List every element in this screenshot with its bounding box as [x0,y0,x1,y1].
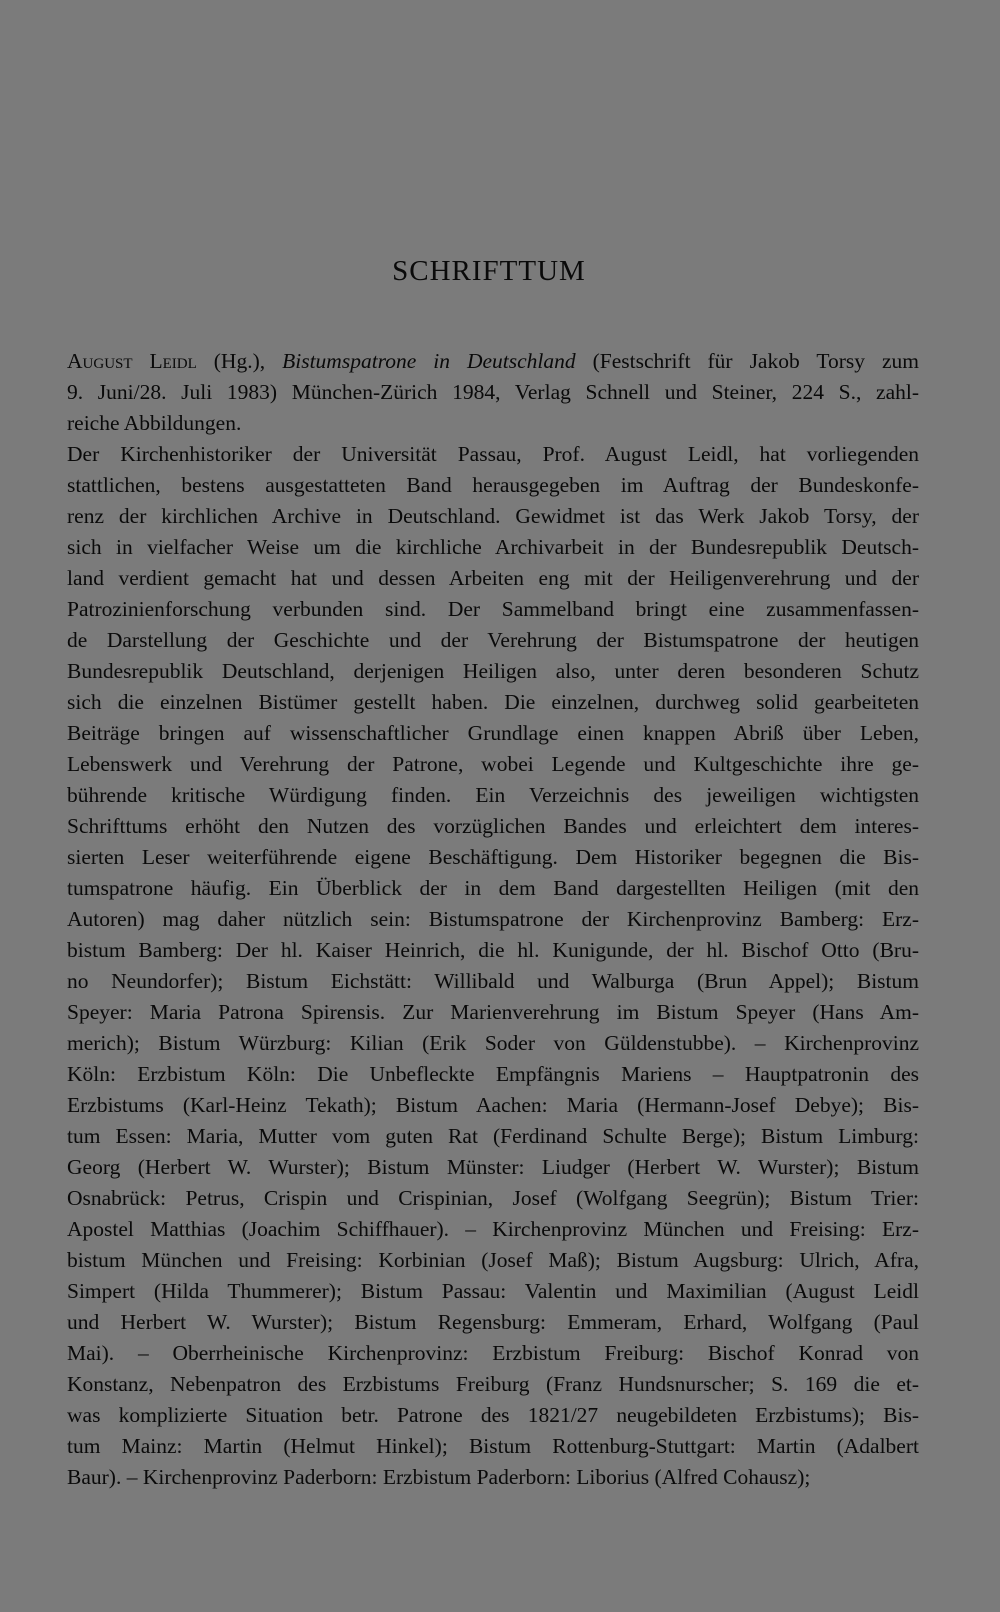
text-line: tum Essen: Maria, Mutter vom guten Rat (Ferdinand Schulte Berge); Bistum Limburg: [67,1124,919,1148]
text-line: Autoren) mag daher nützlich sein: Bistumspatrone der Kirchenprovinz Bamberg: Erz- [67,907,919,931]
citation-book-title: Bistumspatrone in Deutschland [282,349,576,373]
text-line: Erzbistums (Karl-Heinz Tekath); Bistum Aachen: Maria (Hermann-Josef Debye); Bis- [67,1093,919,1117]
text-line: Simpert (Hilda Thummerer); Bistum Passau: Valentin und Maximilian (August Leidl [67,1279,919,1303]
text-line: tumspatrone häufig. Ein Überblick der in dem Band dargestellten Heiligen (mit den [67,876,919,900]
text-line: merich); Bistum Würzburg: Kilian (Erik Soder von Güldenstubbe). – Kirchenprovinz [67,1031,919,1055]
text-line: was komplizierte Situation betr. Patrone des 1821/27 neugebildeten Erzbistums); Bis- [67,1403,919,1427]
text-line: Baur). – Kirchenprovinz Paderborn: Erzbistum Paderborn: Liborius (Alfred Cohausz); [67,1465,811,1489]
text-line: Beiträge bringen auf wissenschaftlicher Grundlage einen knappen Abriß über Leben, [67,721,919,745]
text-line: bistum München und Freising: Korbinian (Josef Maß); Bistum Augsburg: Ulrich, Afra, [67,1248,919,1272]
citation-editor-mark: (Hg.), [196,349,283,373]
text-line: und Herbert W. Wurster); Bistum Regensburg: Emmeram, Erhard, Wolfgang (Paul [67,1310,919,1334]
text-line: Konstanz, Nebenpatron des Erzbistums Freiburg (Franz Hundsnurscher; S. 169 die et- [67,1372,919,1396]
page-title: SCHRIFTTUM [392,255,586,287]
text-line: Georg (Herbert W. Wurster); Bistum Münster: Liudger (Herbert W. Wurster); Bistum [67,1155,919,1179]
text-line: Osnabrück: Petrus, Crispin und Crispinian, Josef (Wolfgang Seegrün); Bistum Trier: [67,1186,919,1210]
text-line: de Darstellung der Geschichte und der Verehrung der Bistumspatrone der heutigen [67,628,919,652]
text-line: renz der kirchlichen Archive in Deutschland. Gewidmet ist das Werk Jakob Torsy, der [67,504,919,528]
text-line: bührende kritische Würdigung finden. Ein Verzeichnis des jeweiligen wichtigsten [67,783,919,807]
text-line: Apostel Matthias (Joachim Schiffhauer). – Kirchenprovinz München und Freising: Erz- [67,1217,919,1241]
text-line: land verdient gemacht hat und dessen Arbeiten eng mit der Heiligenverehrung und der [67,566,919,590]
text-line: Der Kirchenhistoriker der Universität Passau, Prof. August Leidl, hat vorliegenden [67,442,919,466]
text-line: 9. Juni/28. Juli 1983) München-Zürich 1984, Verlag Schnell und Steiner, 224 S., zahl- [67,380,919,404]
text-line: stattlichen, bestens ausgestatteten Band herausgegeben im Auftrag der Bundeskonfe- [67,473,919,497]
text-line: reiche Abbildungen. [67,411,242,435]
text-line: no Neundorfer); Bistum Eichstätt: Willibald und Walburga (Brun Appel); Bistum [67,969,919,993]
text-line: bistum Bamberg: Der hl. Kaiser Heinrich, die hl. Kunigunde, der hl. Bischof Otto (Bru- [67,938,919,962]
text-line: Schrifttums erhöht den Nutzen des vorzüglichen Bandes und erleichtert dem interes- [67,814,919,838]
text-line: sich in vielfacher Weise um die kirchliche Archivarbeit in der Bundesrepublik Deutsch- [67,535,919,559]
text-line: sierten Leser weiterführende eigene Beschäftigung. Dem Historiker begegnen die Bis- [67,845,919,869]
text-line: tum Mainz: Martin (Helmut Hinkel); Bistum Rottenburg-Stuttgart: Martin (Adalbert [67,1434,919,1458]
text-line: Mai). – Oberrheinische Kirchenprovinz: Erzbistum Freiburg: Bischof Konrad von [67,1341,919,1365]
text-line: Speyer: Maria Patrona Spirensis. Zur Marienverehrung im Bistum Speyer (Hans Am- [67,1000,919,1024]
text-line: sich die einzelnen Bistümer gestellt haben. Die einzelnen, durchweg solid gearbeiteten [67,690,919,714]
citation-line [67,346,919,377]
review-text [67,346,919,1493]
text-line: Lebenswerk und Verehrung der Patrone, wobei Legende und Kultgeschichte ihre ge- [67,752,919,776]
text-line: Patrozinienforschung verbunden sind. Der Sammelband bringt eine zusammenfassen- [67,597,919,621]
text-line: Köln: Erzbistum Köln: Die Unbefleckte Empfängnis Mariens – Hauptpatronin des [67,1062,919,1086]
text-line: Bundesrepublik Deutschland, derjenigen Heiligen also, unter deren besonderen Schutz [67,659,919,683]
citation-author: August Leidl [67,349,197,373]
citation-rest: (Festschrift für Jakob Torsy zum [575,349,919,373]
